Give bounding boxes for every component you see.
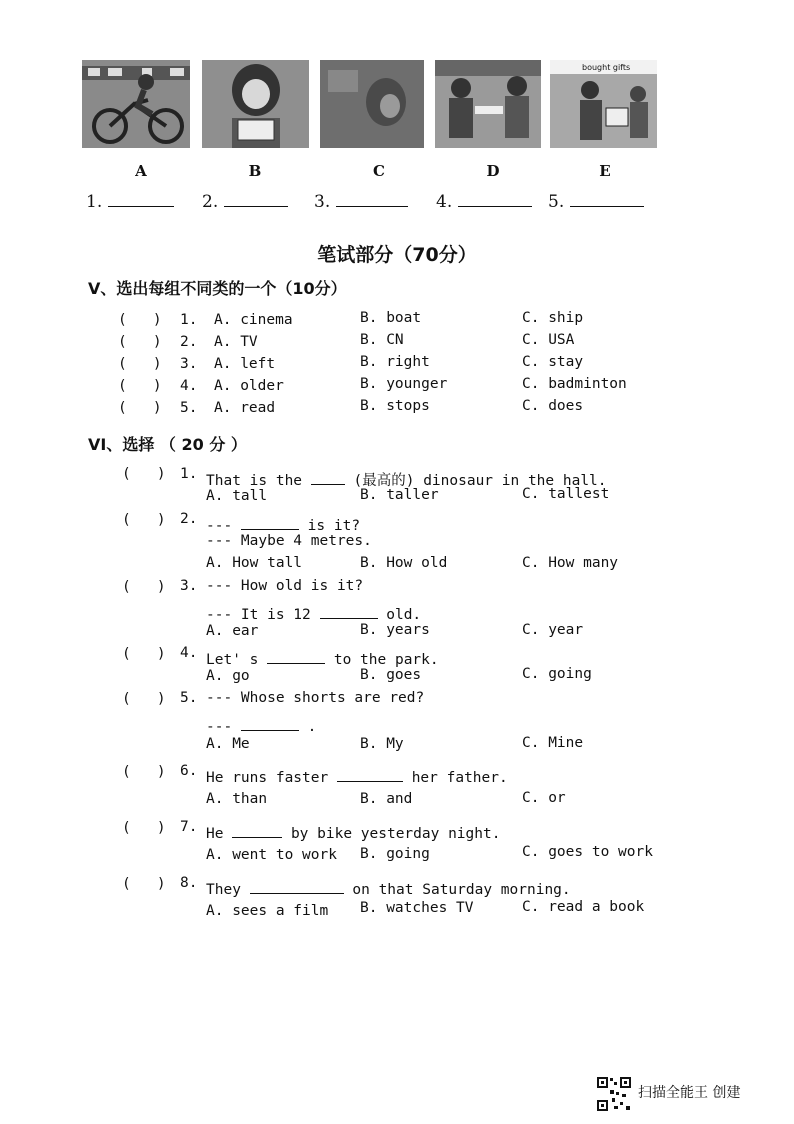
answer-paren[interactable]: ( ): [118, 378, 162, 394]
picture-letter-d: D: [486, 162, 500, 180]
item-number: 3.: [180, 356, 198, 372]
picture-a: [82, 60, 190, 148]
question-text-pre: He: [206, 826, 224, 842]
option-b: B. My: [360, 736, 404, 752]
picture-letter-b: B: [248, 162, 262, 180]
item-number: 5.: [180, 400, 198, 416]
option-a: A. cinema: [214, 312, 293, 328]
picture-d: [435, 60, 541, 148]
option-c: C. goes to work: [522, 844, 653, 860]
picture-e: [550, 60, 657, 148]
picture-letter-a: A: [135, 162, 147, 180]
answer-blank[interactable]: [108, 188, 174, 207]
question-text: [206, 645, 439, 668]
option-b: B. goes: [360, 667, 422, 683]
question-number: 4.: [180, 645, 198, 661]
option-b: B. watches TV: [360, 900, 474, 916]
fill-blank[interactable]: [337, 763, 403, 782]
question-text-pre: ---: [206, 719, 233, 735]
item-number: 1.: [180, 312, 198, 328]
question-text-post: by bike yesterday night.: [290, 826, 501, 842]
fill-blank[interactable]: [250, 875, 344, 894]
option-b: B. stops: [360, 398, 430, 414]
answer-paren[interactable]: ( ): [122, 579, 166, 595]
people-talking-icon: [435, 60, 541, 148]
option-c: C. does: [522, 398, 584, 414]
option-a: A. went to work: [206, 847, 337, 863]
question-line-2: --- Maybe 4 metres.: [206, 533, 372, 549]
option-b: B. right: [360, 354, 430, 370]
item-number: 4.: [180, 378, 198, 394]
option-a: A. left: [214, 356, 276, 372]
fill-blank[interactable]: [241, 511, 299, 530]
person-watching-film-icon: [320, 60, 424, 148]
answer-paren[interactable]: ( ): [118, 356, 162, 372]
answer-slot-label: 2.: [202, 192, 219, 212]
written-part-title: 笔试部分（70分）: [317, 244, 477, 266]
answer-blank[interactable]: [224, 188, 288, 207]
option-b: B. and: [360, 791, 413, 807]
answer-blank[interactable]: [458, 188, 532, 207]
option-c: C. ship: [522, 310, 584, 326]
scanner-watermark: 扫描全能王 创建: [638, 1085, 741, 1101]
question-text: --- Whose shorts are red?: [206, 690, 425, 706]
answer-paren[interactable]: ( ): [122, 512, 166, 528]
answer-blank[interactable]: [570, 188, 644, 207]
section-6-title: VI、选择 （ 20 分 ）: [88, 435, 247, 454]
option-c: C. How many: [522, 555, 619, 571]
picture-b: [202, 60, 309, 148]
answer-slot-label: 1.: [86, 192, 103, 212]
answer-blank[interactable]: [336, 188, 408, 207]
fill-blank[interactable]: [232, 819, 282, 838]
answer-slot-label: 3.: [314, 192, 331, 212]
option-c: C. or: [522, 790, 566, 806]
option-b: B. years: [360, 622, 430, 638]
option-c: C. stay: [522, 354, 584, 370]
option-b: B. taller: [360, 487, 439, 503]
question-text-pre: ---: [206, 518, 233, 534]
answer-paren[interactable]: ( ): [122, 646, 166, 662]
answer-paren[interactable]: ( ): [118, 400, 162, 416]
option-c: C. tallest: [522, 486, 610, 502]
answer-paren[interactable]: ( ): [122, 691, 166, 707]
fill-blank[interactable]: [267, 645, 325, 664]
option-a: A. How tall: [206, 555, 303, 571]
section-5-title: V、选出每组不同类的一个（10分）: [88, 279, 347, 298]
option-a: A. go: [206, 668, 250, 684]
option-b: B. going: [360, 846, 430, 862]
option-a: A. Me: [206, 736, 250, 752]
question-text-pre: He runs faster: [206, 770, 329, 786]
picture-c: [320, 60, 424, 148]
answer-paren[interactable]: ( ): [122, 876, 166, 892]
option-c: C. going: [522, 666, 592, 682]
question-text-post: her father.: [411, 770, 508, 786]
girl-reading-book-icon: [202, 60, 309, 148]
question-line-2: [206, 600, 421, 623]
question-number: 1.: [180, 466, 198, 482]
question-text-post: on that Saturday morning.: [352, 882, 571, 898]
question-text: [206, 763, 508, 786]
option-a: A. than: [206, 791, 268, 807]
question-text-pre: That is the: [206, 473, 303, 489]
question-number: 2.: [180, 511, 198, 527]
picture-letter-c: C: [373, 162, 385, 180]
option-b: B. CN: [360, 332, 404, 348]
picture-e-caption: bought gifts: [582, 63, 631, 72]
option-a: A. ear: [206, 623, 259, 639]
option-a: A. read: [214, 400, 276, 416]
question-text: [206, 875, 571, 898]
answer-paren[interactable]: ( ): [122, 820, 166, 836]
bought-gifts-icon: [550, 60, 657, 148]
fill-blank[interactable]: [241, 712, 299, 731]
fill-blank[interactable]: [311, 466, 345, 485]
question-number: 3.: [180, 578, 198, 594]
question-text-pre: Let' s: [206, 652, 259, 668]
answer-paren[interactable]: ( ): [118, 312, 162, 328]
answer-paren[interactable]: ( ): [122, 466, 166, 482]
option-c: C. year: [522, 622, 584, 638]
option-c: C. Mine: [522, 735, 584, 751]
question-text: --- How old is it?: [206, 578, 364, 594]
answer-slot-label: 5.: [548, 192, 565, 212]
question-text-post: (最高的) dinosaur in the hall.: [353, 473, 607, 489]
answer-paren[interactable]: ( ): [122, 764, 166, 780]
option-c: C. badminton: [522, 376, 627, 392]
question-text-pre: They: [206, 882, 241, 898]
option-a: A. sees a film: [206, 903, 329, 919]
option-c: C. read a book: [522, 899, 645, 915]
answer-paren[interactable]: ( ): [118, 334, 162, 350]
answer-slot-label: 4.: [436, 192, 453, 212]
question-text-pre: --- It is 12: [206, 607, 311, 623]
question-text-post: old.: [386, 607, 422, 623]
question-number: 6.: [180, 763, 198, 779]
picture-letter-e: E: [599, 162, 611, 180]
question-number: 8.: [180, 875, 198, 891]
qr-code-icon: [596, 1076, 632, 1112]
option-b: B. How old: [360, 555, 448, 571]
boy-riding-bike-icon: [82, 60, 190, 148]
question-text: [206, 819, 500, 842]
option-a: A. older: [214, 378, 284, 394]
question-number: 5.: [180, 690, 198, 706]
question-text-post: is it?: [307, 518, 361, 534]
option-b: B. boat: [360, 310, 422, 326]
option-a: A. TV: [214, 334, 258, 350]
item-number: 2.: [180, 334, 198, 350]
option-c: C. USA: [522, 332, 575, 348]
question-text: [206, 511, 360, 534]
question-number: 7.: [180, 819, 198, 835]
fill-blank[interactable]: [320, 600, 378, 619]
option-b: B. younger: [360, 376, 448, 392]
question-text-post: .: [307, 719, 317, 735]
option-a: A. tall: [206, 488, 268, 504]
question-line-2: [206, 712, 316, 735]
question-text-post: to the park.: [333, 652, 439, 668]
